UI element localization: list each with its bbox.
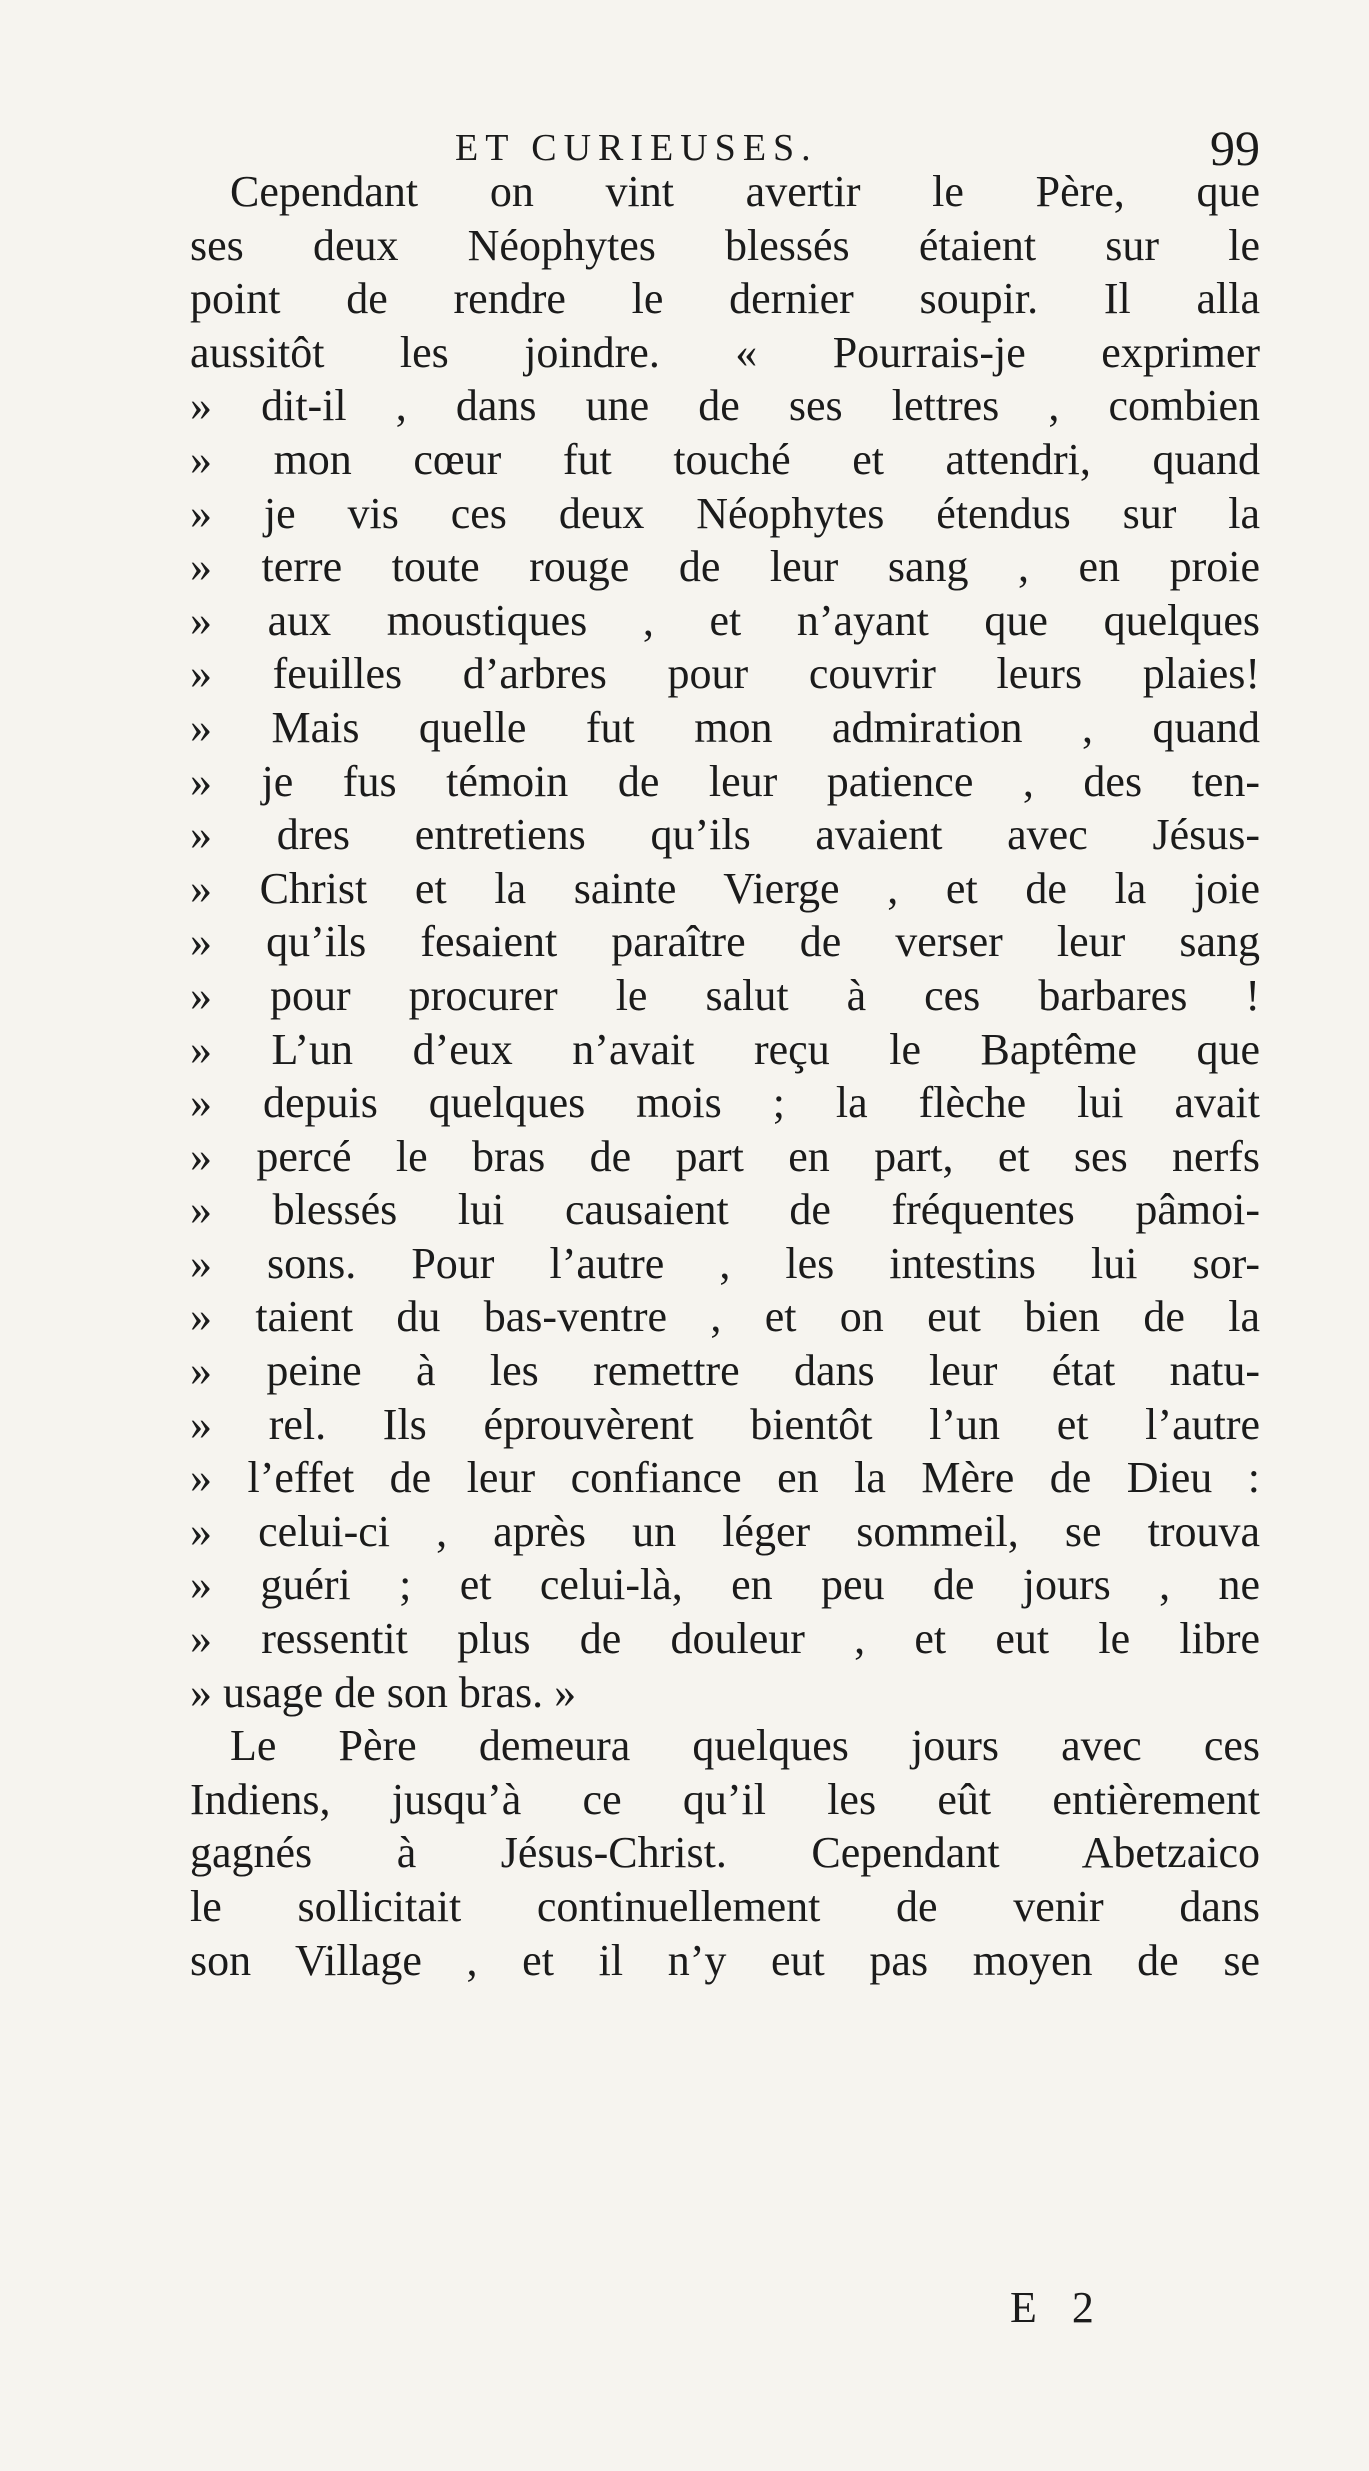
text-line: » pour procurer le salut à ces barbares ! [190,970,1260,1020]
text-line: le sollicitait continuellement de venir dans [190,1882,1260,1931]
text-line: » rel. Ils éprouvèrent bientôt l’un et l’autre [190,1399,1260,1449]
text-line: » Mais quelle fut mon admiration , quand [190,702,1260,752]
text-line: » guéri ; et celui-là, en peu de jours , ne [190,1560,1260,1610]
text-line: Cependant on vint avertir le Père, que [230,167,1260,216]
text-line: » celui-ci , après un léger sommeil, se trouva [190,1506,1260,1556]
text-line: » je fus témoin de leur patience , des ten- [190,756,1260,806]
text-line: » qu’ils fesaient paraître de verser leur sang [190,917,1260,967]
signature-mark: E 2 [1010,2283,1106,2332]
text-line: » terre toute rouge de leur sang , en proie [190,542,1260,592]
text-line: ses deux Néophytes blessés étaient sur le [190,220,1260,270]
page-number: 99 [1210,120,1260,176]
text-line: » blessés lui causaient de fréquentes pâmoi- [190,1185,1260,1235]
body-text [190,165,1260,1987]
text-line: » je vis ces deux Néophytes étendus sur la [190,488,1260,538]
text-line: aussitôt les joindre. « Pourrais-je exprimer [190,327,1260,377]
text-line: » aux moustiques , et n’ayant que quelques [190,595,1260,645]
text-line: » L’un d’eux n’avait reçu le Baptême que [190,1024,1260,1074]
text-line: » l’effet de leur confiance en la Mère de Dieu : [190,1453,1260,1503]
text-line: Le Père demeura quelques jours avec ces [230,1721,1260,1771]
text-line: » peine à les remettre dans leur état natu- [190,1346,1260,1396]
text-line: » taient du bas-ventre , et on eut bien de la [190,1292,1260,1342]
text-line: » depuis quelques mois ; la flèche lui avait [190,1078,1260,1128]
text-line: » ressentit plus de douleur , et eut le libre [190,1614,1260,1664]
text-line: point de rendre le dernier soupir. Il alla [190,274,1260,324]
running-head: ET CURIEUSES. [455,127,818,169]
text-line: » sons. Pour l’autre , les intestins lui sor- [190,1238,1260,1288]
text-line: gagnés à Jésus-Christ. Cependant Abetzaico [190,1828,1260,1878]
text-line: son Village , et il n’y eut pas moyen de se [190,1935,1260,1985]
text-line: Indiens, jusqu’à ce qu’il les eût entièrement [190,1774,1260,1824]
text-line: » feuilles d’arbres pour couvrir leurs plaies! [190,649,1260,699]
text-line: » mon cœur fut touché et attendri, quand [190,434,1260,484]
text-line: » usage de son bras. » [190,1667,577,1717]
text-line: » dit-il , dans une de ses lettres , combien [190,381,1260,431]
text-line: » percé le bras de part en part, et ses nerfs [190,1131,1260,1181]
text-line: » dres entretiens qu’ils avaient avec Jésus- [190,810,1260,860]
text-line: » Christ et la sainte Vierge , et de la joie [190,863,1260,913]
